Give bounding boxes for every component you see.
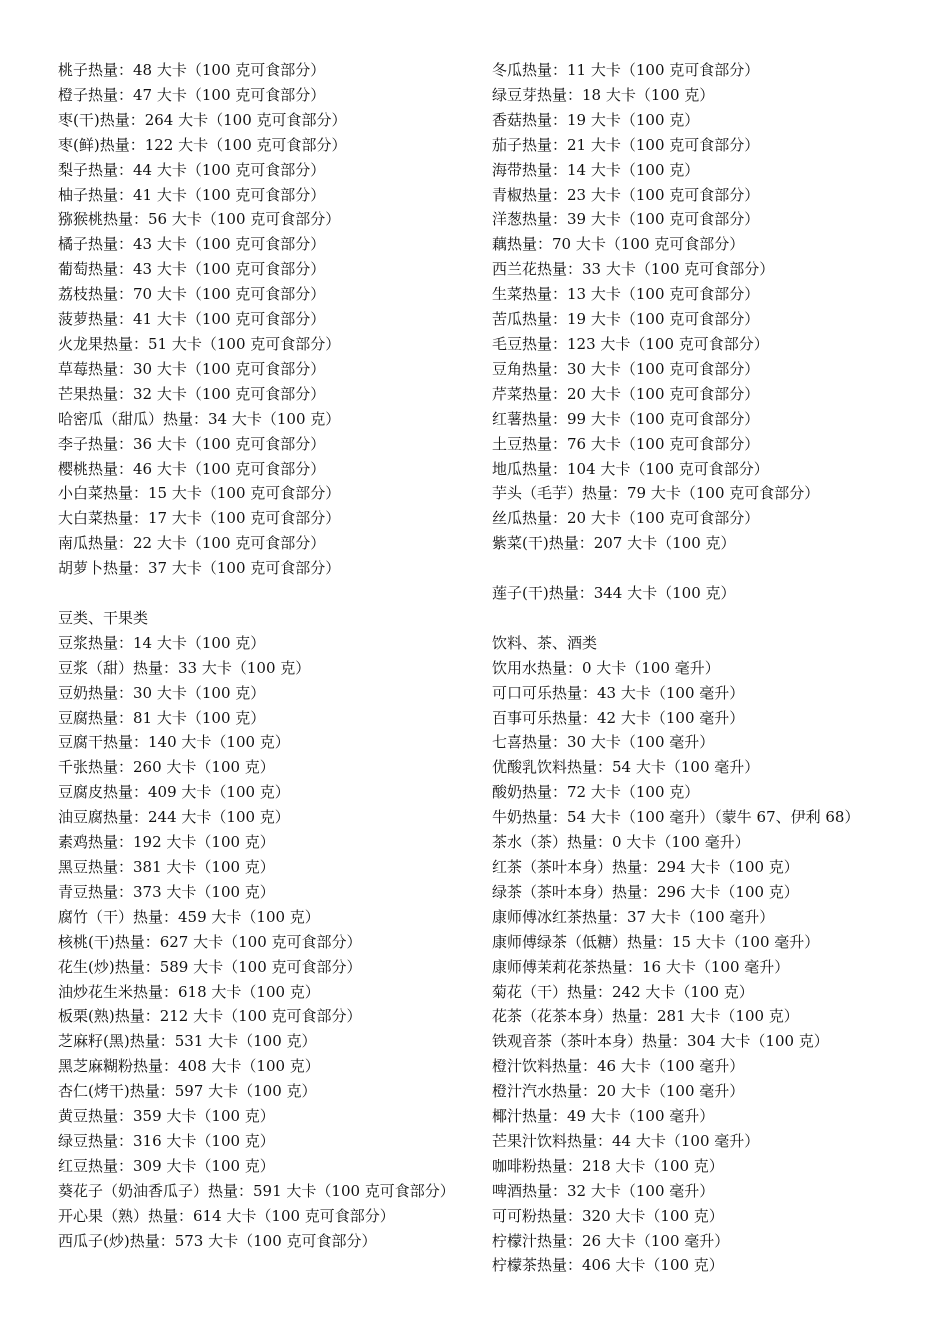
calorie-entry: 橙汁饮料热量：46 大卡（100 毫升） xyxy=(492,1057,745,1076)
calorie-entry: 芒果热量：32 大卡（100 克可食部分） xyxy=(58,384,326,403)
calorie-entry: 苦瓜热量：19 大卡（100 克可食部分） xyxy=(492,310,760,329)
calorie-entry: 酸奶热量：72 大卡（100 克） xyxy=(492,783,700,802)
calorie-entry: 藕热量：70 大卡（100 克可食部分） xyxy=(492,235,745,254)
calorie-entry: 柠檬汁热量：26 大卡（100 毫升） xyxy=(492,1231,730,1250)
calorie-entry: 康师傅冰红茶热量：37 大卡（100 毫升） xyxy=(492,907,775,926)
calorie-entry: 康师傅茉莉花茶热量：16 大卡（100 毫升） xyxy=(492,957,790,976)
calorie-entry: 洋葱热量：39 大卡（100 克可食部分） xyxy=(492,210,760,229)
calorie-entry: 海带热量：14 大卡（100 克） xyxy=(492,160,700,179)
calorie-entry: 哈密瓜（甜瓜）热量：34 大卡（100 克） xyxy=(58,409,341,428)
calorie-entry: 李子热量：36 大卡（100 克可食部分） xyxy=(58,434,326,453)
calorie-entry-lotus-seed: 莲子(干)热量：344 大卡（100 克） xyxy=(492,584,736,603)
calorie-entry: 柚子热量：41 大卡（100 克可食部分） xyxy=(58,185,326,204)
calorie-entry: 豆奶热量：30 大卡（100 克） xyxy=(58,683,266,702)
beans-nuts-list-tail xyxy=(58,1204,468,1254)
calorie-entry: 西兰花热量：33 大卡（100 克可食部分） xyxy=(492,260,775,279)
calorie-entry: 豆角热量：30 大卡（100 克可食部分） xyxy=(492,359,760,378)
calorie-entry: 橙汁汽水热量：20 大卡（100 毫升） xyxy=(492,1082,745,1101)
calorie-entry: 咖啡粉热量：218 大卡（100 克） xyxy=(492,1156,724,1175)
calorie-entry: 菊花（干）热量：242 大卡（100 克） xyxy=(492,982,754,1001)
calorie-entry: 花生(炒)热量：589 大卡（100 克可食部分） xyxy=(58,957,362,976)
calorie-entry: 南瓜热量：22 大卡（100 克可食部分） xyxy=(58,534,326,553)
calorie-entry: 丝瓜热量：20 大卡（100 克可食部分） xyxy=(492,509,760,528)
calorie-entry: 豆腐皮热量：409 大卡（100 克） xyxy=(58,783,290,802)
calorie-entry: 荔枝热量：70 大卡（100 克可食部分） xyxy=(58,285,326,304)
calorie-entry: 橙子热量：47 大卡（100 克可食部分） xyxy=(58,85,326,104)
calorie-entry: 可口可乐热量：43 大卡（100 毫升） xyxy=(492,683,745,702)
calorie-entry: 绿茶（茶叶本身）热量：296 大卡（100 克） xyxy=(492,882,799,901)
calorie-entry: 冬瓜热量：11 大卡（100 克可食部分） xyxy=(492,61,760,79)
calorie-entry: 板栗(熟)热量：212 大卡（100 克可食部分） xyxy=(58,1007,362,1026)
calorie-entry: 大白菜热量：17 大卡（100 克可食部分） xyxy=(58,509,341,528)
calorie-entry: 西瓜子(炒)热量：573 大卡（100 克可食部分） xyxy=(58,1231,377,1250)
calorie-entry: 菠萝热量：41 大卡（100 克可食部分） xyxy=(58,310,326,329)
calorie-entry-sunflower-seeds: 葵花子（奶油香瓜子）热量：591 大卡（100 克可食部分） xyxy=(58,1181,455,1200)
calorie-entry: 茄子热量：21 大卡（100 克可食部分） xyxy=(492,135,760,154)
spacer xyxy=(58,581,468,606)
left-column xyxy=(58,58,468,1253)
calorie-entry: 千张热量：260 大卡（100 克） xyxy=(58,758,275,777)
calorie-entry: 芹菜热量：20 大卡（100 克可食部分） xyxy=(492,384,760,403)
calorie-entry: 红豆热量：309 大卡（100 克） xyxy=(58,1156,275,1175)
calorie-entry: 土豆热量：76 大卡（100 克可食部分） xyxy=(492,434,760,453)
calorie-entry: 橘子热量：43 大卡（100 克可食部分） xyxy=(58,235,326,254)
calorie-entry: 芝麻籽(黑)热量：531 大卡（100 克） xyxy=(58,1032,317,1051)
calorie-entry: 生菜热量：13 大卡（100 克可食部分） xyxy=(492,285,760,304)
calorie-entry: 小白菜热量：15 大卡（100 克可食部分） xyxy=(58,484,341,503)
calorie-entry: 优酸乳饮料热量：54 大卡（100 毫升） xyxy=(492,758,760,777)
calorie-entry: 黄豆热量：359 大卡（100 克） xyxy=(58,1107,275,1126)
calorie-entry: 七喜热量：30 大卡（100 毫升） xyxy=(492,733,715,752)
calorie-entry: 豆腐热量：81 大卡（100 克） xyxy=(58,708,266,727)
calorie-entry: 红薯热量：99 大卡（100 克可食部分） xyxy=(492,409,760,428)
calorie-entry: 可可粉热量：320 大卡（100 克） xyxy=(492,1206,724,1225)
calorie-entry: 茶水（茶）热量：0 大卡（100 毫升） xyxy=(492,833,750,852)
calorie-entry: 红茶（茶叶本身）热量：294 大卡（100 克） xyxy=(492,857,799,876)
beans-nuts-list xyxy=(58,631,468,1179)
fruit-vegetable-list xyxy=(58,58,468,581)
calorie-entry: 花茶（花茶本身）热量：281 大卡（100 克） xyxy=(492,1007,799,1026)
calorie-entry: 牛奶热量：54 大卡（100 毫升）（蒙牛 67、伊利 68） xyxy=(492,808,860,827)
calorie-entry: 油豆腐热量：244 大卡（100 克） xyxy=(58,808,290,827)
calorie-entry: 康师傅绿茶（低糖）热量：15 大卡（100 毫升） xyxy=(492,932,820,951)
calorie-entry: 猕猴桃热量：56 大卡（100 克可食部分） xyxy=(58,210,341,229)
calorie-entry: 胡萝卜热量：37 大卡（100 克可食部分） xyxy=(58,559,341,578)
calorie-entry: 绿豆芽热量：18 大卡（100 克） xyxy=(492,85,715,104)
calorie-entry: 杏仁(烤干)热量：597 大卡（100 克） xyxy=(58,1082,317,1101)
calorie-entry: 芒果汁饮料热量：44 大卡（100 毫升） xyxy=(492,1131,760,1150)
drinks-tea-alcohol-list xyxy=(492,656,932,1279)
calorie-entry: 黑豆热量：381 大卡（100 克） xyxy=(58,857,275,876)
calorie-entry: 豆浆热量：14 大卡（100 克） xyxy=(58,633,266,652)
calorie-entry: 芋头（毛芋）热量：79 大卡（100 克可食部分） xyxy=(492,484,820,503)
vegetable-list xyxy=(492,58,932,556)
calorie-entry: 地瓜热量：104 大卡（100 克可食部分） xyxy=(492,459,769,478)
calorie-entry: 油炒花生米热量：618 大卡（100 克） xyxy=(58,982,320,1001)
calorie-entry: 腐竹（干）热量：459 大卡（100 克） xyxy=(58,907,320,926)
calorie-entry: 桃子热量：48 大卡（100 克可食部分） xyxy=(58,61,326,79)
calorie-entry: 青豆热量：373 大卡（100 克） xyxy=(58,882,275,901)
calorie-entry: 素鸡热量：192 大卡（100 克） xyxy=(58,833,275,852)
calorie-entry: 豆浆（甜）热量：33 大卡（100 克） xyxy=(58,658,311,677)
calorie-entry: 椰汁热量：49 大卡（100 毫升） xyxy=(492,1107,715,1126)
calorie-entry: 火龙果热量：51 大卡（100 克可食部分） xyxy=(58,334,341,353)
calorie-entry: 啤酒热量：32 大卡（100 毫升） xyxy=(492,1181,715,1200)
calorie-entry: 梨子热量：44 大卡（100 克可食部分） xyxy=(58,160,326,179)
calorie-entry: 枣(干)热量：264 大卡（100 克可食部分） xyxy=(58,110,347,129)
spacer xyxy=(492,606,932,631)
calorie-entry: 豆腐干热量：140 大卡（100 克） xyxy=(58,733,290,752)
calorie-entry: 黑芝麻糊粉热量：408 大卡（100 克） xyxy=(58,1057,320,1076)
calorie-entry: 饮用水热量：0 大卡（100 毫升） xyxy=(492,658,720,677)
calorie-entry: 樱桃热量：46 大卡（100 克可食部分） xyxy=(58,459,326,478)
calorie-entry: 紫菜(干)热量：207 大卡（100 克） xyxy=(492,534,736,553)
calorie-entry: 葡萄热量：43 大卡（100 克可食部分） xyxy=(58,260,326,279)
right-column xyxy=(492,58,932,1278)
calorie-entry: 毛豆热量：123 大卡（100 克可食部分） xyxy=(492,334,769,353)
calorie-entry: 核桃(干)热量：627 大卡（100 克可食部分） xyxy=(58,932,362,951)
section-heading-beans-nuts: 豆类、干果类 xyxy=(58,608,149,627)
calorie-entry: 青椒热量：23 大卡（100 克可食部分） xyxy=(492,185,760,204)
calorie-entry: 枣(鲜)热量：122 大卡（100 克可食部分） xyxy=(58,135,347,154)
calorie-entry: 草莓热量：30 大卡（100 克可食部分） xyxy=(58,359,326,378)
section-heading-drinks: 饮料、茶、酒类 xyxy=(492,633,598,652)
calorie-entry: 香菇热量：19 大卡（100 克） xyxy=(492,110,700,129)
calorie-entry: 开心果（熟）热量：614 大卡（100 克可食部分） xyxy=(58,1206,395,1225)
calorie-entry: 铁观音茶（茶叶本身）热量：304 大卡（100 克） xyxy=(492,1032,829,1051)
spacer xyxy=(492,556,932,581)
calorie-entry: 柠檬茶热量：406 大卡（100 克） xyxy=(492,1256,724,1275)
calorie-entry: 百事可乐热量：42 大卡（100 毫升） xyxy=(492,708,745,727)
calorie-entry: 绿豆热量：316 大卡（100 克） xyxy=(58,1131,275,1150)
